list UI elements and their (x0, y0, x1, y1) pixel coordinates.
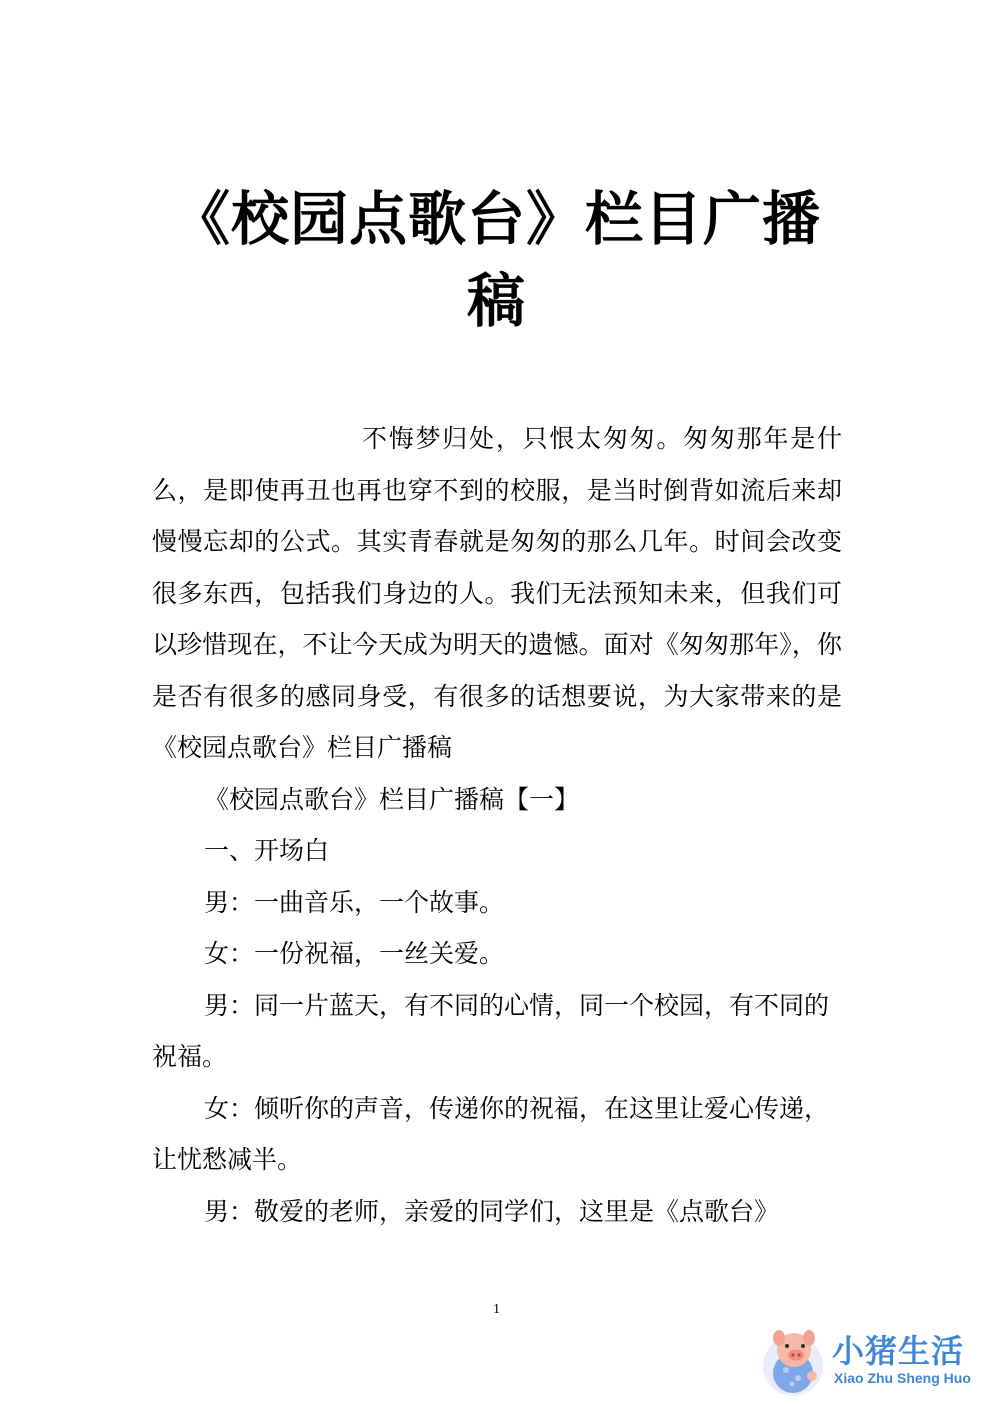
watermark (752, 1318, 992, 1400)
watermark-brand-cn: 小猪生活 (832, 1332, 965, 1370)
dialogue-line: 男：敬爱的老师，亲爱的同学们，这里是《点歌台》 (204, 1196, 780, 1226)
dialogue-line: 女：一份祝福，一丝关爱。 (204, 939, 505, 968)
pig-mascot-icon (752, 1318, 834, 1400)
dialogue-line: 男：同一片蓝天，有不同的心情，同一个校园，有不同的祝福。 (152, 990, 830, 1071)
document-title: 《校园点歌台》栏目广播稿 (171, 185, 821, 335)
section-heading: 《校园点歌台》栏目广播稿【一】 (204, 784, 580, 814)
intro-paragraph: 不悔梦归处，只恨太匆匆。匆匆那年是什么，是即使再丑也再也穿不到的校服，是当时倒背如流后来却慢慢忘却的公式。其实青春就是匆匆的那么几年。时间会改变很多东西，包括我们身边的人。我们无法预知未来，但我们可以珍惜现在，不让今天成为明天的遗憾。面对《匆匆那年》，你是否有很多的感同身受，有很多的话想要说，为大家带来的是《校园点歌台》栏目广播稿 (152, 424, 842, 762)
page-number: 1 (493, 1302, 500, 1317)
watermark-brand-en: Xiao Zhu Sheng Huo (834, 1370, 971, 1386)
dialogue-line: 女：倾听你的声音，传递你的祝福，在这里让爱心传递，让忧愁减半。 (152, 1093, 830, 1174)
document-body (152, 413, 842, 1237)
dialogue-line: 男：一曲音乐，一个故事。 (204, 887, 505, 917)
subsection-heading: 一、开场白 (204, 836, 330, 865)
